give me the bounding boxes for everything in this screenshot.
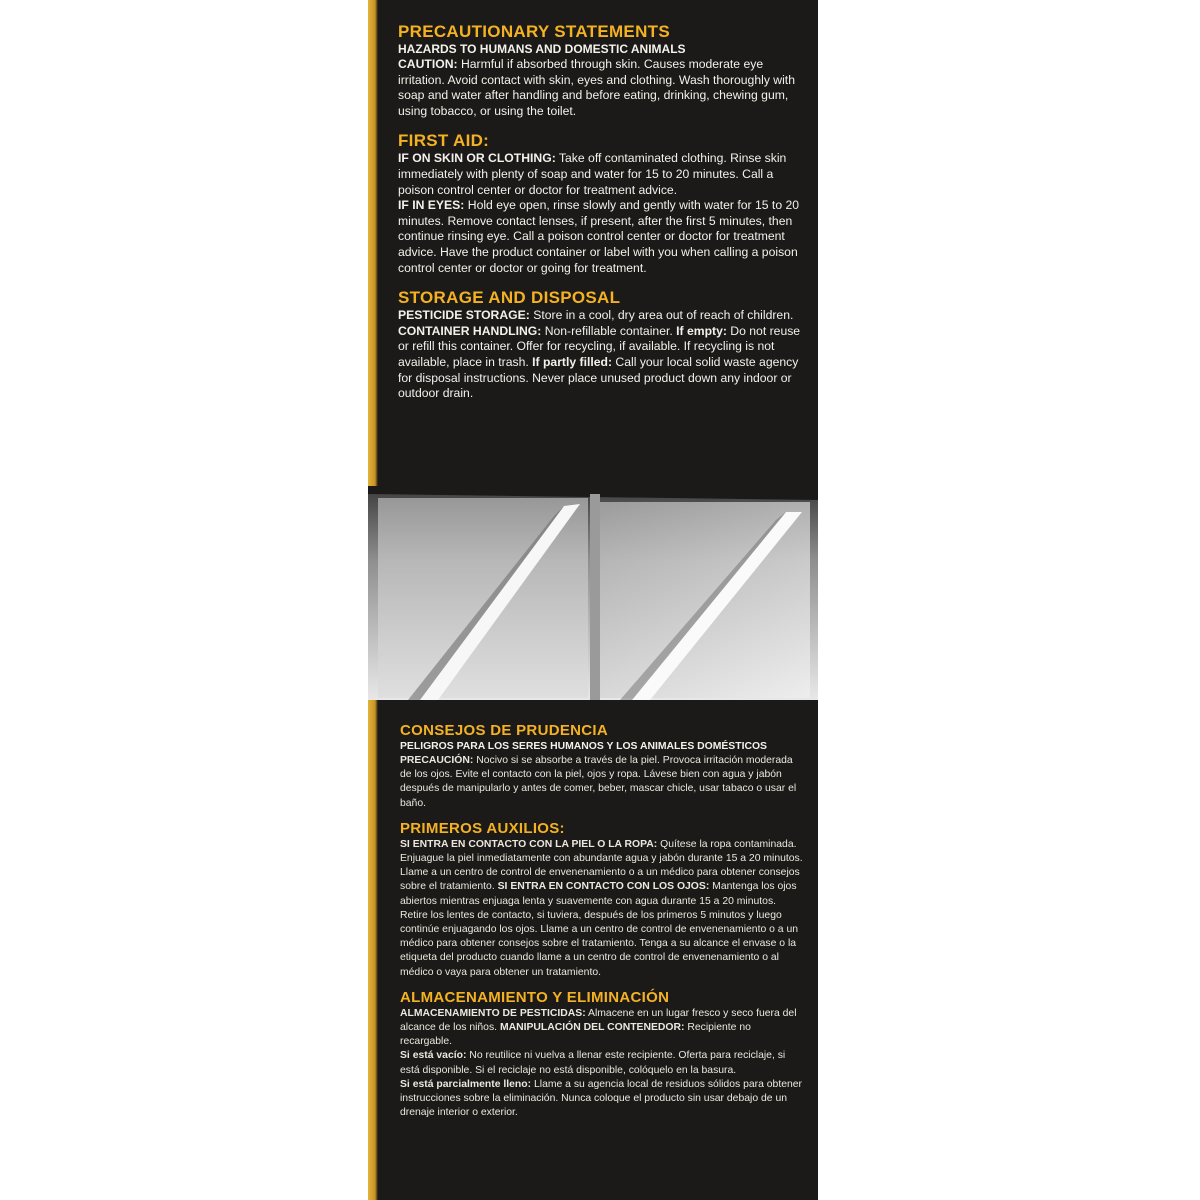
ojos-label: SI ENTRA EN CONTACTO CON LOS OJOS: [497, 881, 710, 893]
eyes-text: Hold eye open, rinse slowly and gently with water for 15 to 20 minutes. Remove contact lenses, if present, after the first 5 minutes, then continue rinsing eye. Call a poison control center or doctor for treatment advice. Have the product container or label with you when calling a poison control center or doctor or going for treatment. [398, 198, 800, 275]
parcialmente-paragraph [400, 1078, 804, 1121]
primeros-auxilios-heading: PRIMEROS AUXILIOS: [400, 819, 565, 837]
product-box [368, 0, 818, 1200]
caution-text: Harmful if absorbed through skin. Causes moderate eye irritation. Avoid contact with skin, eyes and clothing. Wash thoroughly with soap and water after handling and before eating, drinking, chewing gum, using tobacco, or using the toilet. [398, 57, 795, 118]
caution-label: CAUTION: [398, 57, 458, 71]
peligros-subheading: PELIGROS PARA LOS SERES HUMANOS Y LOS ANIMALES DOMÉSTICOS [400, 741, 767, 752]
piel-text: Quítese la ropa contaminada. Enjuague la piel inmediatamente con abundante agua y jabón durante 15 a 20 minutos. Llame a un centro de control de envenenamiento o a un médico para obtener consejos sobre el tratamiento. [400, 838, 803, 893]
caution-paragraph [398, 57, 806, 119]
vacio-text: No reutilice ni vuelva a llenar este recipiente. Oferta para reciclaje, si está disponible. Si el reciclaje no está disponible, colóquelo en la basura. [400, 1050, 786, 1076]
almacenamiento-paragraph [400, 1007, 804, 1050]
partly-text: Call your local solid waste agency for disposal instructions. Never place unused product down any indoor or outdoor drain. [398, 354, 799, 401]
eyes-label: IF IN EYES: [398, 198, 465, 213]
vacio-paragraph [400, 1049, 804, 1077]
yellow-edge-stripe [368, 700, 378, 1200]
ojos-text: Mantenga los ojos abiertos mientras enjuaga lenta y suavemente con agua durante 15 a 20 minutos. Retire los lentes de contacto, si tuviera, después de los primeros 5 minutos y luego continúe enjuagando los ojos. Llame a un centro de control de envenenamiento o a un médico para obtener consejos sobre el tratamiento. Tenga a su alcance el envase o la etiqueta del producto cuando llame a un centro de control de envenenamiento o al médico o vaya para obtener un tratamiento. [400, 881, 799, 978]
empty-text: Do not reuse or refill this container. Offer for recycling, if available. If recycling is not available, place in trash. [398, 323, 801, 369]
empty-label: If empty: [676, 323, 727, 338]
almacenamiento-text: Almacene en un lugar fresco y seco fuera del alcance de los niños. [400, 1007, 797, 1034]
divider [590, 494, 600, 700]
precaucion-paragraph [400, 754, 804, 811]
parcialmente-text: Llame a su agencia local de residuos sólidos para obtener instrucciones sobre la eliminación. Nunca coloque el producto sin usar debajo de un drenaje interior o exterior. [400, 1078, 802, 1119]
handling-text: Non-refillable container. [541, 323, 677, 338]
english-label-panel [368, 0, 818, 494]
storage-text: Store in a cool, dry area out of reach of children. [529, 308, 794, 323]
handling-paragraph [398, 324, 806, 402]
product-window-illustration [368, 486, 818, 700]
manipulacion-label: MANIPULACIÓN DEL CONTENEDOR: [499, 1022, 685, 1034]
precaucion-text: Nocivo si se absorbe a través de la piel. Provoca irritación moderada de los ojos. Evite el contacto con la piel, ojos y ropa. Lávese bien con agua y jabón después de manipularlo y antes de comer, beber, mascar chicle, usar tabaco o usar el baño. [400, 755, 797, 809]
storage-label: PESTICIDE STORAGE: [398, 308, 530, 323]
eyes-paragraph [398, 198, 806, 276]
spanish-label-panel [368, 700, 818, 1200]
parcialmente-label: Si está parcialmente lleno: [400, 1078, 532, 1090]
yellow-edge-stripe [368, 0, 378, 494]
piel-label: SI ENTRA EN CONTACTO CON LA PIEL O LA ROPA: [400, 838, 658, 850]
first-aid-heading: FIRST AID: [398, 131, 490, 151]
skin-text: Take off contaminated clothing. Rinse skin immediately with plenty of soap and water for 15 to 20 minutes. Call a poison control center or doctor for treatment advice. [398, 151, 787, 197]
consejos-heading: CONSEJOS DE PRUDENCIA [400, 722, 609, 739]
skin-paragraph [398, 151, 806, 198]
piel-ojos-paragraph [400, 838, 804, 980]
hazards-subheading: HAZARDS TO HUMANS AND DOMESTIC ANIMALS [398, 42, 686, 56]
precautionary-heading: PRECAUTIONARY STATEMENTS [398, 22, 670, 41]
precaucion-label: PRECAUCIÓN: [400, 755, 474, 766]
partly-label: If partly filled: [532, 354, 613, 369]
handling-label: CONTAINER HANDLING: [398, 323, 542, 338]
manipulacion-text: Recipiente no recargable. [400, 1022, 751, 1048]
almacenamiento-label: ALMACENAMIENTO DE PESTICIDAS: [400, 1007, 586, 1019]
storage-paragraph [398, 308, 806, 324]
storage-heading: STORAGE AND DISPOSAL [398, 288, 621, 308]
skin-label: IF ON SKIN OR CLOTHING: [398, 151, 556, 166]
vacio-label: Si está vacío: [400, 1050, 467, 1062]
product-window [368, 486, 818, 700]
almacenamiento-heading: ALMACENAMIENTO Y ELIMINACIÓN [400, 988, 670, 1006]
